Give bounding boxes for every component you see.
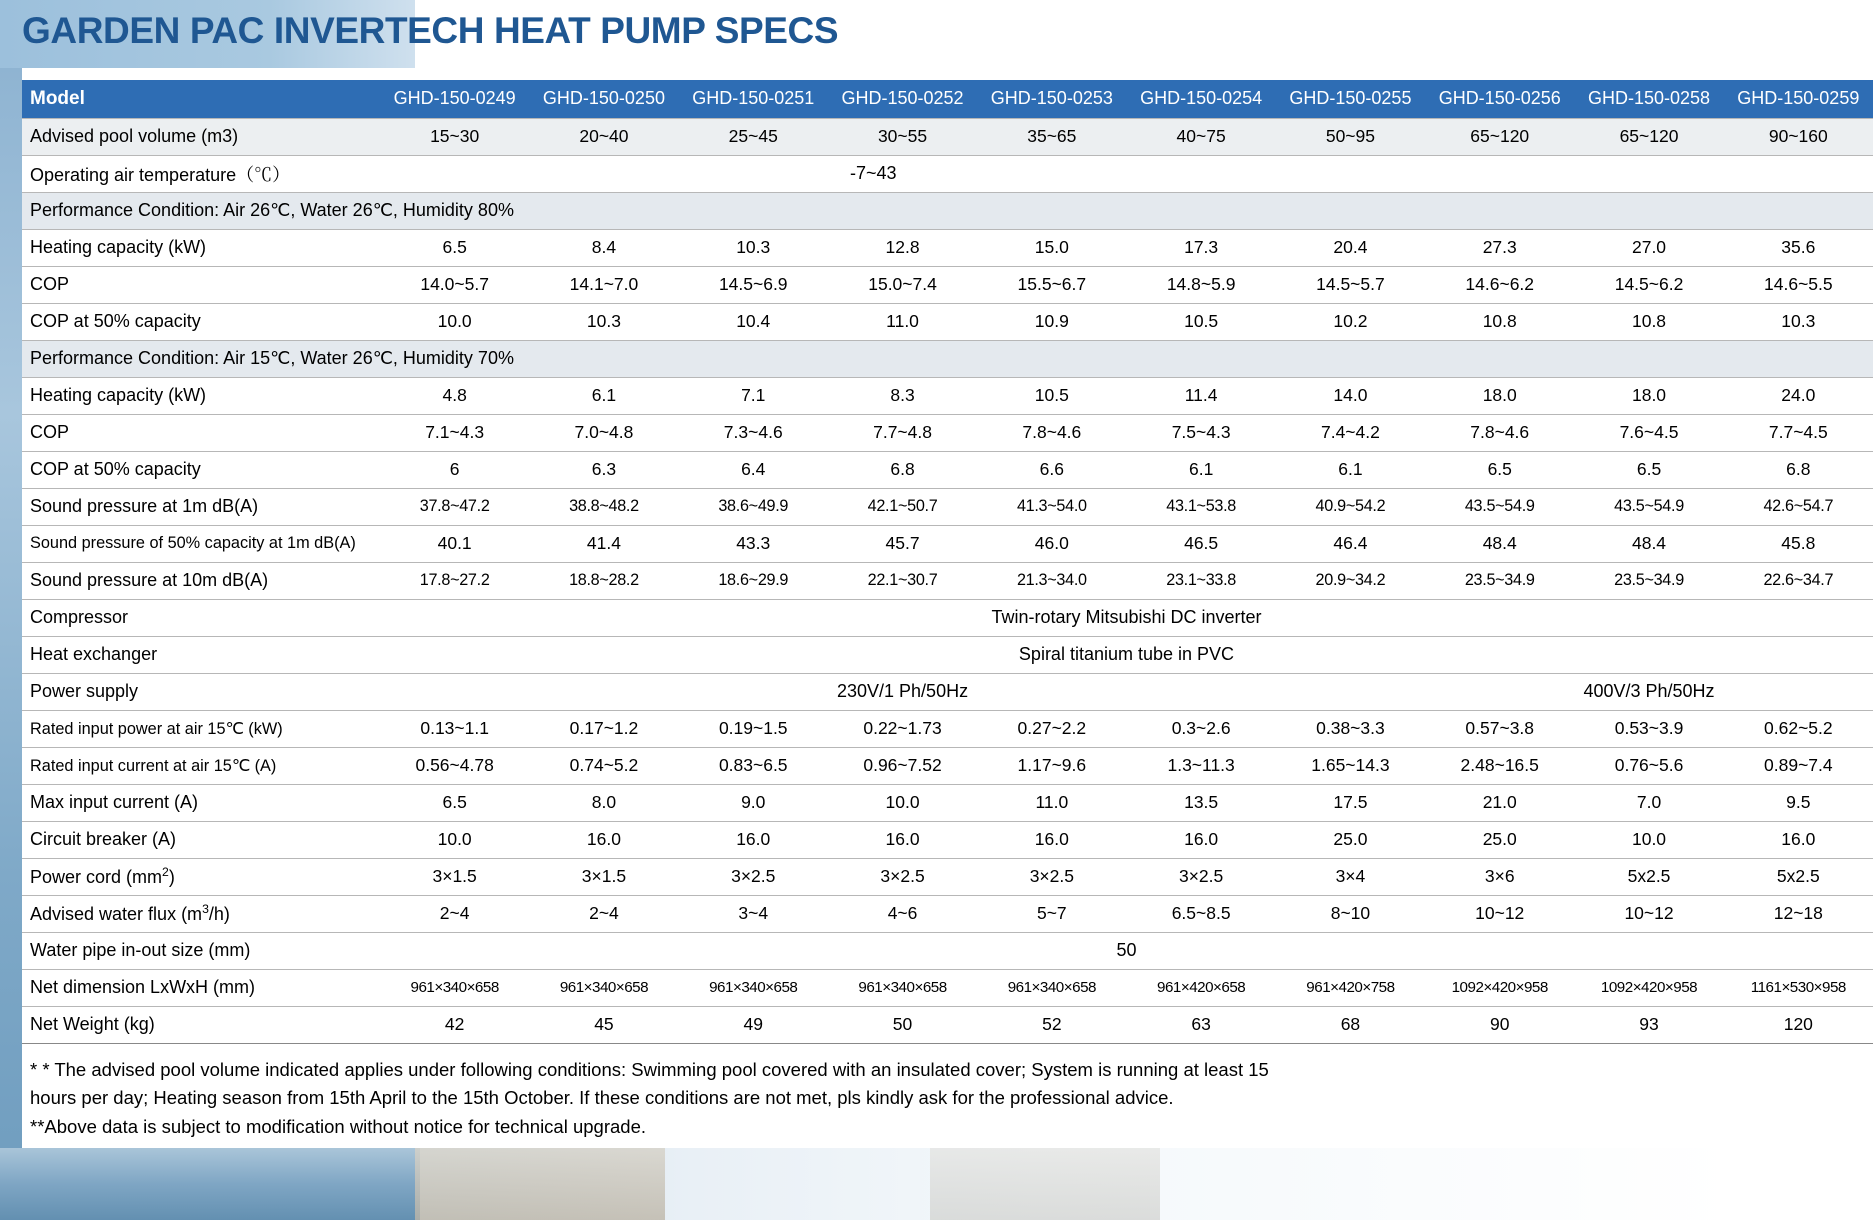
row-value: 14.5~5.7 xyxy=(1276,266,1425,303)
table-row xyxy=(22,747,1873,784)
column-header-model: Model xyxy=(22,80,380,118)
row-value: 10.0 xyxy=(828,784,977,821)
table-row xyxy=(22,414,1873,451)
row-value: 18.0 xyxy=(1425,377,1574,414)
row-value: 14.0~5.7 xyxy=(380,266,529,303)
row-value: 1161×530×958 xyxy=(1724,969,1873,1006)
row-value: 21.0 xyxy=(1425,784,1574,821)
row-value: 20~40 xyxy=(529,118,678,155)
row-value: 7.7~4.8 xyxy=(828,414,977,451)
row-value: 6.1 xyxy=(1126,451,1275,488)
row-value: 8~10 xyxy=(1276,895,1425,932)
row-value: 6.5~8.5 xyxy=(1126,895,1275,932)
row-value: 41.4 xyxy=(529,525,678,562)
row-value: 1.17~9.6 xyxy=(977,747,1126,784)
row-value: 6.5 xyxy=(1425,451,1574,488)
row-value-merged: -7~43 xyxy=(380,155,1873,192)
row-value: 48.4 xyxy=(1425,525,1574,562)
row-value: 5~7 xyxy=(977,895,1126,932)
row-value: 6.5 xyxy=(1574,451,1723,488)
row-value: 10.5 xyxy=(977,377,1126,414)
row-value: 27.3 xyxy=(1425,229,1574,266)
row-value: 2.48~16.5 xyxy=(1425,747,1574,784)
row-value: 50~95 xyxy=(1276,118,1425,155)
table-body xyxy=(22,118,1873,1043)
row-value: 0.22~1.73 xyxy=(828,710,977,747)
row-value: 3×2.5 xyxy=(679,858,828,895)
page-title: GARDEN PAC INVERTECH HEAT PUMP SPECS xyxy=(22,10,839,51)
row-value: 10.4 xyxy=(679,303,828,340)
row-value: 15.5~6.7 xyxy=(977,266,1126,303)
row-label: Water pipe in-out size (mm) xyxy=(22,932,380,969)
row-value: 49 xyxy=(679,1006,828,1043)
row-value: 18.0 xyxy=(1574,377,1723,414)
row-value-merged: Twin-rotary Mitsubishi DC inverter xyxy=(380,599,1873,636)
row-value: 2~4 xyxy=(380,895,529,932)
row-value: 10.3 xyxy=(679,229,828,266)
row-value: 3×1.5 xyxy=(529,858,678,895)
row-value: 46.0 xyxy=(977,525,1126,562)
row-value: 3×4 xyxy=(1276,858,1425,895)
row-label: COP xyxy=(22,266,380,303)
row-value: 961×340×658 xyxy=(380,969,529,1006)
table-row xyxy=(22,525,1873,562)
bottom-photo-left xyxy=(0,1148,420,1220)
row-value: 9.5 xyxy=(1724,784,1873,821)
row-value: 24.0 xyxy=(1724,377,1873,414)
row-value: 45.8 xyxy=(1724,525,1873,562)
row-value: 6 xyxy=(380,451,529,488)
row-label: Rated input power at air 15℃ (kW) xyxy=(22,710,380,747)
row-value: 0.96~7.52 xyxy=(828,747,977,784)
row-label: Operating air temperature（℃） xyxy=(22,155,380,192)
row-value: 12~18 xyxy=(1724,895,1873,932)
row-value: 37.8~47.2 xyxy=(380,488,529,525)
row-value: 7.7~4.5 xyxy=(1724,414,1873,451)
row-value: 0.38~3.3 xyxy=(1276,710,1425,747)
column-header-model-4: GHD-150-0252 xyxy=(828,80,977,118)
row-value: 120 xyxy=(1724,1006,1873,1043)
table-row xyxy=(22,821,1873,858)
table-row xyxy=(22,710,1873,747)
section-heading: Performance Condition: Air 26℃, Water 26℃, Humidity 80% xyxy=(22,192,1873,229)
table-row xyxy=(22,303,1873,340)
table-row xyxy=(22,118,1873,155)
row-value: 15.0 xyxy=(977,229,1126,266)
row-value: 4~6 xyxy=(828,895,977,932)
row-value: 11.0 xyxy=(828,303,977,340)
footnote-line: hours per day; Heating season from 15th April to the 15th October. If these conditions are not met, pls kindly ask for the professional advice. xyxy=(30,1087,1174,1109)
row-value: 1.3~11.3 xyxy=(1126,747,1275,784)
row-label: COP at 50% capacity xyxy=(22,303,380,340)
row-value: 3×6 xyxy=(1425,858,1574,895)
row-value: 63 xyxy=(1126,1006,1275,1043)
row-value: 10.9 xyxy=(977,303,1126,340)
table-row xyxy=(22,451,1873,488)
row-value: 961×340×658 xyxy=(977,969,1126,1006)
row-value: 17.5 xyxy=(1276,784,1425,821)
column-header-model-1: GHD-150-0249 xyxy=(380,80,529,118)
column-header-model-8: GHD-150-0256 xyxy=(1425,80,1574,118)
row-value: 20.9~34.2 xyxy=(1276,562,1425,599)
row-value: 14.1~7.0 xyxy=(529,266,678,303)
bottom-photo-center xyxy=(415,1148,665,1220)
footnote-line: * * The advised pool volume indicated applies under following conditions: Swimming pool covered with an insulated cover; System is running at least 15 xyxy=(30,1059,1269,1080)
row-value: 35~65 xyxy=(977,118,1126,155)
row-value-left: 230V/1 Ph/50Hz xyxy=(380,673,1425,710)
row-value: 43.1~53.8 xyxy=(1126,488,1275,525)
section-heading: Performance Condition: Air 15℃, Water 26℃, Humidity 70% xyxy=(22,340,1873,377)
row-label: Sound pressure of 50% capacity at 1m dB(A) xyxy=(22,525,380,562)
row-value: 0.53~3.9 xyxy=(1574,710,1723,747)
table-row xyxy=(22,969,1873,1006)
row-value: 7.5~4.3 xyxy=(1126,414,1275,451)
table-row xyxy=(22,932,1873,969)
table-row xyxy=(22,1006,1873,1043)
row-value: 45 xyxy=(529,1006,678,1043)
row-value: 43.5~54.9 xyxy=(1574,488,1723,525)
table-row xyxy=(22,155,1873,192)
row-value: 14.6~5.5 xyxy=(1724,266,1873,303)
row-value: 16.0 xyxy=(828,821,977,858)
row-value: 0.89~7.4 xyxy=(1724,747,1873,784)
table-row xyxy=(22,192,1873,229)
row-value: 10.0 xyxy=(380,303,529,340)
row-value: 38.6~49.9 xyxy=(679,488,828,525)
row-value: 20.4 xyxy=(1276,229,1425,266)
row-value: 8.3 xyxy=(828,377,977,414)
row-value-right: 400V/3 Ph/50Hz xyxy=(1425,673,1873,710)
table-row xyxy=(22,229,1873,266)
table-row xyxy=(22,488,1873,525)
row-value: 8.4 xyxy=(529,229,678,266)
table-row xyxy=(22,377,1873,414)
row-label: COP at 50% capacity xyxy=(22,451,380,488)
row-label: Heat exchanger xyxy=(22,636,380,673)
row-label: Heating capacity (kW) xyxy=(22,377,380,414)
bottom-photo-right xyxy=(930,1148,1160,1220)
row-value: 16.0 xyxy=(977,821,1126,858)
row-label: Compressor xyxy=(22,599,380,636)
row-label: Net Weight (kg) xyxy=(22,1006,380,1043)
row-value: 43.3 xyxy=(679,525,828,562)
row-value: 23.1~33.8 xyxy=(1126,562,1275,599)
row-value: 6.1 xyxy=(529,377,678,414)
row-value: 1.65~14.3 xyxy=(1276,747,1425,784)
column-header-model-10: GHD-150-0259 xyxy=(1724,80,1873,118)
column-header-model-9: GHD-150-0258 xyxy=(1574,80,1723,118)
row-value: 7.3~4.6 xyxy=(679,414,828,451)
row-value: 40.1 xyxy=(380,525,529,562)
row-value: 35.6 xyxy=(1724,229,1873,266)
row-value: 18.8~28.2 xyxy=(529,562,678,599)
table-head xyxy=(22,80,1873,118)
row-value: 961×420×758 xyxy=(1276,969,1425,1006)
row-value: 6.5 xyxy=(380,784,529,821)
row-value-merged: Spiral titanium tube in PVC xyxy=(380,636,1873,673)
row-value-merged: 50 xyxy=(380,932,1873,969)
row-value: 25.0 xyxy=(1276,821,1425,858)
row-value: 10.8 xyxy=(1574,303,1723,340)
row-value: 25.0 xyxy=(1425,821,1574,858)
row-value: 961×340×658 xyxy=(828,969,977,1006)
row-value: 0.17~1.2 xyxy=(529,710,678,747)
column-header-model-2: GHD-150-0250 xyxy=(529,80,678,118)
row-value: 6.1 xyxy=(1276,451,1425,488)
row-value: 10.2 xyxy=(1276,303,1425,340)
row-value: 961×340×658 xyxy=(679,969,828,1006)
row-label: Sound pressure at 10m dB(A) xyxy=(22,562,380,599)
table-row xyxy=(22,562,1873,599)
row-label: Sound pressure at 1m dB(A) xyxy=(22,488,380,525)
row-value: 9.0 xyxy=(679,784,828,821)
table-header-row xyxy=(22,80,1873,118)
row-value: 6.8 xyxy=(828,451,977,488)
row-value: 11.4 xyxy=(1126,377,1275,414)
row-value: 0.62~5.2 xyxy=(1724,710,1873,747)
row-value: 5x2.5 xyxy=(1724,858,1873,895)
row-value: 22.1~30.7 xyxy=(828,562,977,599)
row-value: 0.76~5.6 xyxy=(1574,747,1723,784)
row-value: 8.0 xyxy=(529,784,678,821)
row-value: 65~120 xyxy=(1574,118,1723,155)
spec-table xyxy=(22,80,1873,1044)
row-value: 0.83~6.5 xyxy=(679,747,828,784)
row-value: 40~75 xyxy=(1126,118,1275,155)
row-value: 16.0 xyxy=(1126,821,1275,858)
row-value: 0.3~2.6 xyxy=(1126,710,1275,747)
row-value: 10~12 xyxy=(1425,895,1574,932)
row-value: 0.57~3.8 xyxy=(1425,710,1574,747)
row-value: 27.0 xyxy=(1574,229,1723,266)
row-value: 10.3 xyxy=(1724,303,1873,340)
row-value: 961×420×658 xyxy=(1126,969,1275,1006)
row-value: 10.5 xyxy=(1126,303,1275,340)
row-value: 25~45 xyxy=(679,118,828,155)
row-value: 30~55 xyxy=(828,118,977,155)
row-value: 17.3 xyxy=(1126,229,1275,266)
row-label: Rated input current at air 15℃ (A) xyxy=(22,747,380,784)
row-value: 1092×420×958 xyxy=(1425,969,1574,1006)
row-value: 90~160 xyxy=(1724,118,1873,155)
row-value: 2~4 xyxy=(529,895,678,932)
row-value: 3×2.5 xyxy=(977,858,1126,895)
row-value: 1092×420×958 xyxy=(1574,969,1723,1006)
row-label: Advised pool volume (m3) xyxy=(22,118,380,155)
row-value: 14.5~6.2 xyxy=(1574,266,1723,303)
row-value: 15~30 xyxy=(380,118,529,155)
row-value: 23.5~34.9 xyxy=(1425,562,1574,599)
row-value: 15.0~7.4 xyxy=(828,266,977,303)
left-accent-strip xyxy=(0,68,22,1220)
row-value: 3×2.5 xyxy=(1126,858,1275,895)
table-row xyxy=(22,673,1873,710)
row-value: 0.56~4.78 xyxy=(380,747,529,784)
row-value: 16.0 xyxy=(679,821,828,858)
table-row xyxy=(22,784,1873,821)
footnote-block xyxy=(30,1057,1690,1142)
row-value: 41.3~54.0 xyxy=(977,488,1126,525)
row-value: 14.0 xyxy=(1276,377,1425,414)
row-label: Net dimension LxWxH (mm) xyxy=(22,969,380,1006)
table-row xyxy=(22,599,1873,636)
row-value: 38.8~48.2 xyxy=(529,488,678,525)
row-value: 6.8 xyxy=(1724,451,1873,488)
row-value: 42.6~54.7 xyxy=(1724,488,1873,525)
row-label: Circuit breaker (A) xyxy=(22,821,380,858)
row-value: 23.5~34.9 xyxy=(1574,562,1723,599)
row-value: 22.6~34.7 xyxy=(1724,562,1873,599)
row-value: 90 xyxy=(1425,1006,1574,1043)
row-value: 10~12 xyxy=(1574,895,1723,932)
row-value: 65~120 xyxy=(1425,118,1574,155)
column-header-model-7: GHD-150-0255 xyxy=(1276,80,1425,118)
row-value: 0.13~1.1 xyxy=(380,710,529,747)
table-row xyxy=(22,340,1873,377)
row-label: Heating capacity (kW) xyxy=(22,229,380,266)
row-value: 14.8~5.9 xyxy=(1126,266,1275,303)
row-value: 6.6 xyxy=(977,451,1126,488)
row-value: 13.5 xyxy=(1126,784,1275,821)
row-value: 12.8 xyxy=(828,229,977,266)
row-value: 40.9~54.2 xyxy=(1276,488,1425,525)
row-value: 18.6~29.9 xyxy=(679,562,828,599)
row-value: 961×340×658 xyxy=(529,969,678,1006)
row-value: 16.0 xyxy=(529,821,678,858)
row-value: 0.19~1.5 xyxy=(679,710,828,747)
row-value: 3×1.5 xyxy=(380,858,529,895)
row-value: 48.4 xyxy=(1574,525,1723,562)
row-value: 46.5 xyxy=(1126,525,1275,562)
table-row xyxy=(22,895,1873,932)
row-value: 10.0 xyxy=(1574,821,1723,858)
row-value: 14.5~6.9 xyxy=(679,266,828,303)
table-row xyxy=(22,858,1873,895)
row-value: 0.27~2.2 xyxy=(977,710,1126,747)
row-value: 7.4~4.2 xyxy=(1276,414,1425,451)
row-value: 0.74~5.2 xyxy=(529,747,678,784)
row-value: 6.5 xyxy=(380,229,529,266)
row-value: 5x2.5 xyxy=(1574,858,1723,895)
row-value: 50 xyxy=(828,1006,977,1043)
row-value: 45.7 xyxy=(828,525,977,562)
row-value: 7.1~4.3 xyxy=(380,414,529,451)
row-label: Advised water flux $(m^3/h)$ xyxy=(22,895,380,932)
row-value: 43.5~54.9 xyxy=(1425,488,1574,525)
row-value: 16.0 xyxy=(1724,821,1873,858)
row-value: 3×2.5 xyxy=(828,858,977,895)
column-header-model-5: GHD-150-0253 xyxy=(977,80,1126,118)
spec-table-container xyxy=(22,80,1860,1044)
row-value: 7.0~4.8 xyxy=(529,414,678,451)
row-value: 68 xyxy=(1276,1006,1425,1043)
row-label: Power supply xyxy=(22,673,380,710)
row-value: 46.4 xyxy=(1276,525,1425,562)
row-label: Max input current (A) xyxy=(22,784,380,821)
row-value: 10.0 xyxy=(380,821,529,858)
row-value: 10.3 xyxy=(529,303,678,340)
row-value: 7.1 xyxy=(679,377,828,414)
row-value: 6.4 xyxy=(679,451,828,488)
row-value: 10.8 xyxy=(1425,303,1574,340)
row-value: 42.1~50.7 xyxy=(828,488,977,525)
row-value: 93 xyxy=(1574,1006,1723,1043)
row-value: 7.8~4.6 xyxy=(977,414,1126,451)
row-label: COP xyxy=(22,414,380,451)
row-value: 11.0 xyxy=(977,784,1126,821)
column-header-model-3: GHD-150-0251 xyxy=(679,80,828,118)
row-value: 6.3 xyxy=(529,451,678,488)
table-row xyxy=(22,266,1873,303)
row-value: 4.8 xyxy=(380,377,529,414)
row-value: 7.6~4.5 xyxy=(1574,414,1723,451)
row-label: Power cord $(mm^2)$ xyxy=(22,858,380,895)
footnote-line: **Above data is subject to modification without notice for technical upgrade. xyxy=(30,1115,647,1137)
row-value: 7.0 xyxy=(1574,784,1723,821)
row-value: 52 xyxy=(977,1006,1126,1043)
row-value: 42 xyxy=(380,1006,529,1043)
row-value: 14.6~6.2 xyxy=(1425,266,1574,303)
table-row xyxy=(22,636,1873,673)
row-value: 21.3~34.0 xyxy=(977,562,1126,599)
row-value: 7.8~4.6 xyxy=(1425,414,1574,451)
row-value: 3~4 xyxy=(679,895,828,932)
row-value: 17.8~27.2 xyxy=(380,562,529,599)
column-header-model-6: GHD-150-0254 xyxy=(1126,80,1275,118)
